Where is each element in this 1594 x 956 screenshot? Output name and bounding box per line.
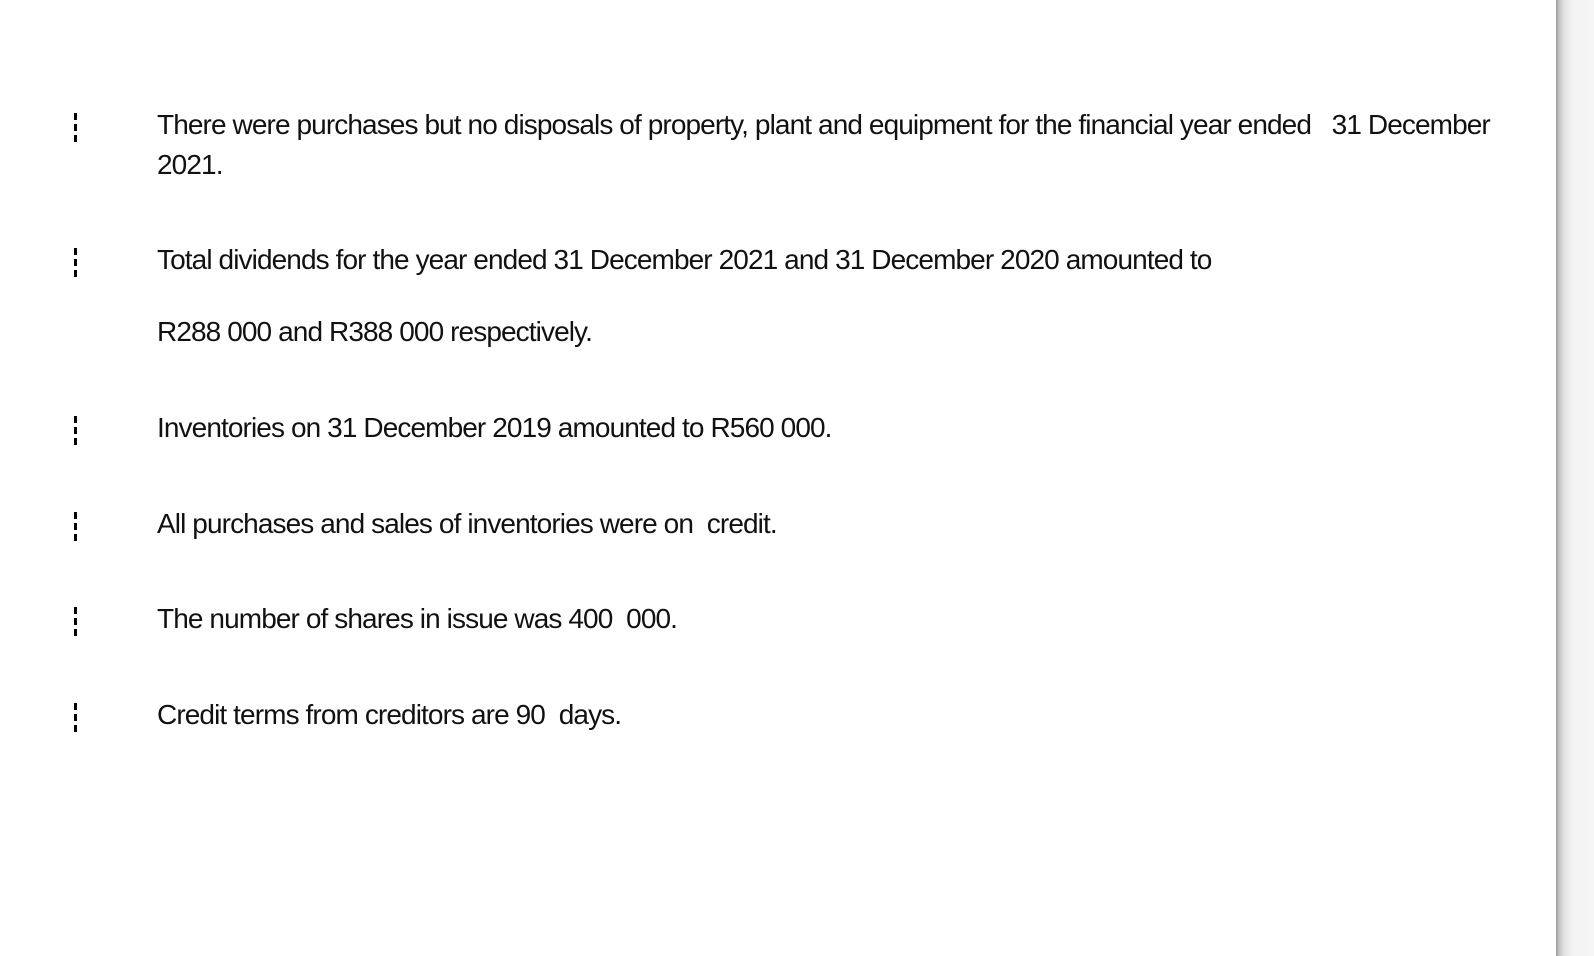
note-line: R288 000 and R388 000 respectively. bbox=[157, 316, 592, 347]
bullet-marker bbox=[74, 113, 77, 143]
bullet-marker bbox=[74, 607, 77, 637]
note-text bbox=[157, 695, 1527, 735]
note-line: Inventories on 31 December 2019 amounted to R560 000. bbox=[157, 412, 832, 443]
note-text bbox=[157, 240, 1527, 352]
note-line: 2021. bbox=[157, 149, 223, 180]
note-text bbox=[157, 105, 1527, 185]
bullet-marker bbox=[74, 248, 77, 278]
note-line: Total dividends for the year ended 31 December 2021 and 31 December 2020 amounted to bbox=[157, 244, 1212, 275]
page-edge-shadow bbox=[1556, 0, 1594, 956]
note-text bbox=[157, 504, 1527, 544]
note-line: Credit terms from creditors are 90 days. bbox=[157, 699, 622, 730]
bullet-marker bbox=[74, 512, 77, 542]
bullet-marker bbox=[74, 416, 77, 446]
bullet-marker bbox=[74, 703, 77, 733]
note-text bbox=[157, 408, 1527, 448]
note-line: All purchases and sales of inventories were on credit. bbox=[157, 508, 777, 539]
note-line: The number of shares in issue was 400 000. bbox=[157, 603, 678, 634]
note-line: There were purchases but no disposals of property, plant and equipment for the financial year ended 31 December bbox=[157, 109, 1490, 140]
note-text bbox=[157, 599, 1527, 639]
